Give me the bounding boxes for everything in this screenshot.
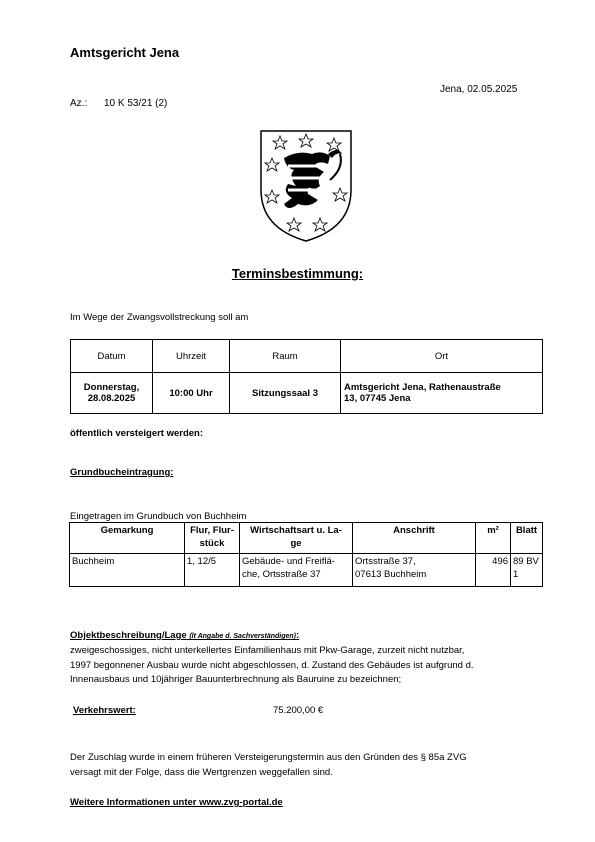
cell-anschrift-line2: 07613 Buchheim — [355, 569, 427, 580]
cell-qm: 496 — [476, 554, 511, 587]
file-number-label: Az.: — [70, 98, 88, 109]
zuschlag-line-1: Der Zuschlag wurde in einem früheren Versteigerungstermin aus den Gründen des § 85a ZVG — [70, 752, 467, 763]
col-header-anschrift: Anschrift — [353, 523, 476, 554]
col-header-qm: m² — [476, 523, 511, 554]
court-name: Amtsgericht Jena — [70, 45, 180, 60]
cell-anschrift-line1: Ortsstraße 37, — [355, 556, 416, 567]
appointment-place — [341, 373, 543, 414]
object-heading — [70, 630, 299, 641]
appointment-date — [71, 373, 153, 414]
col-header-gemarkung: Gemarkung — [70, 523, 185, 554]
verkehrswert-label: Verkehrswert: — [73, 705, 136, 716]
col-header-wirtschaftsart — [240, 523, 353, 554]
cell-anschrift — [353, 554, 476, 587]
cell-gemarkung: Buchheim — [70, 554, 185, 587]
col-header-place: Ort — [341, 340, 543, 373]
zuschlag-line-2: versagt mit der Folge, dass die Wertgrenzen weggefallen sind. — [70, 766, 333, 778]
object-heading-note: (lt Angabe d. Sachverständigen) — [189, 633, 297, 640]
object-line-1: zweigeschossiges, nicht unterkellertes Einfamilienhaus mit Pkw-Garage, zurzeit nicht nutzbar, — [70, 645, 465, 656]
object-heading-text: Objektbeschreibung/Lage — [70, 630, 187, 641]
col-header-time: Uhrzeit — [153, 340, 230, 373]
col-header-flur-line1: Flur, Flur- — [190, 525, 234, 536]
col-header-wirtschaftsart-line1: Wirtschaftsart u. La- — [250, 525, 342, 536]
object-line-3: Innenausbaus und 10jähriger Bauunterbrechnung als Bauruine zu bezeichnen; — [70, 674, 402, 685]
col-header-flur-line2: stück — [199, 538, 225, 549]
cell-wirtschaftsart-line1: Gebäude- und Freiflä- — [242, 556, 335, 567]
appointment-room: Sitzungssaal 3 — [230, 373, 341, 414]
col-header-wirtschaftsart-line2: ge — [290, 538, 302, 549]
place-date: Jena, 02.05.2025 — [440, 84, 518, 95]
coat-of-arms-icon — [258, 128, 354, 244]
col-header-blatt: Blatt — [511, 523, 543, 554]
verkehrswert-value: 75.200,00 € — [273, 705, 324, 716]
after-table-text: öffentlich versteigert werden: — [70, 428, 204, 439]
grundbuch-intro: Eingetragen im Grundbuch von Buchheim — [70, 511, 247, 522]
appointment-place-line1: Amtsgericht Jena, Rathenaustraße — [344, 382, 501, 393]
col-header-flur — [185, 523, 240, 554]
intro-text: Im Wege der Zwangsvollstreckung soll am — [70, 312, 249, 323]
col-header-date: Datum — [71, 340, 153, 373]
col-header-room: Raum — [230, 340, 341, 373]
object-heading-colon: : — [296, 630, 300, 641]
cell-blatt: 89 BV 1 — [511, 554, 543, 587]
appointment-place-line2: 13, 07745 Jena — [344, 393, 411, 404]
grundbuch-table — [69, 522, 543, 587]
cell-wirtschaftsart — [240, 554, 353, 587]
appointment-table — [70, 339, 543, 414]
document-title: Terminsbestimmung: — [231, 266, 364, 281]
appointment-time: 10:00 Uhr — [153, 373, 230, 414]
cell-wirtschaftsart-line2: che, Ortsstraße 37 — [242, 569, 321, 580]
object-description — [70, 644, 540, 688]
cell-flur: 1, 12/5 — [185, 554, 240, 587]
object-line-2: 1997 begonnener Ausbau wurde nicht abgeschlossen, d. Zustand des Gebäudes ist aufgrund d. — [70, 659, 474, 671]
appointment-date-weekday: Donnerstag, — [83, 382, 140, 393]
appointment-date-value: 28.08.2025 — [87, 393, 136, 404]
more-info-link[interactable]: Weitere Informationen unter www.zvg-portal.de — [70, 797, 283, 808]
file-number: 10 K 53/21 (2) — [104, 98, 168, 109]
zuschlag-note — [70, 751, 540, 780]
grundbuch-heading: Grundbucheintragung: — [70, 467, 174, 478]
